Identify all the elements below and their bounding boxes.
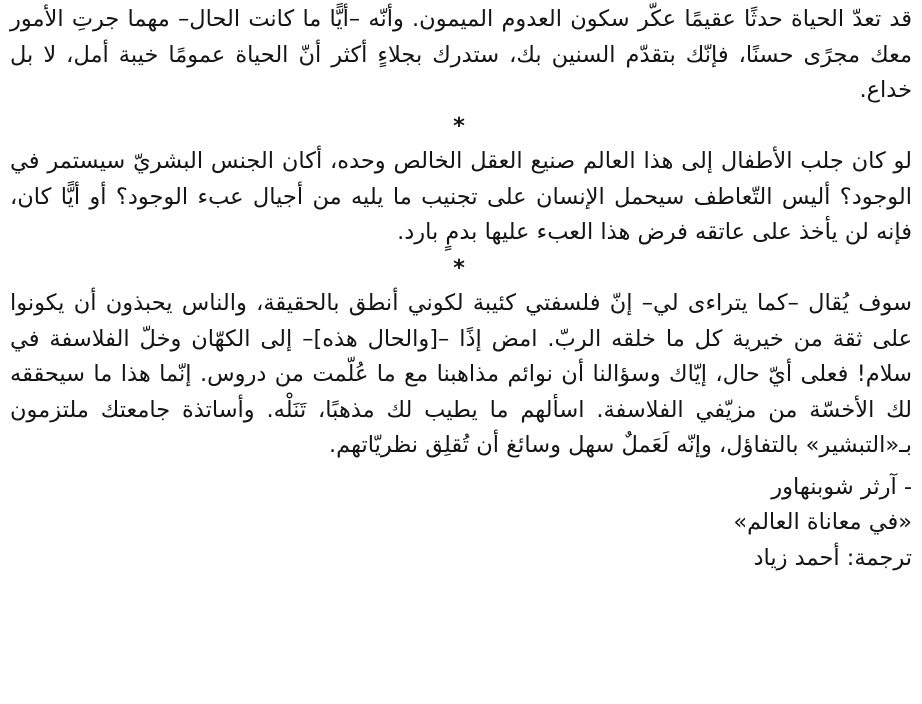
separator-asterisk: * bbox=[453, 254, 465, 281]
signature-author: - آرثر شوبنهاور bbox=[771, 473, 912, 500]
signature-translator: ترجمة: أحمد زياد bbox=[753, 544, 912, 571]
separator-asterisk: * bbox=[453, 112, 465, 139]
document-page bbox=[10, 2, 912, 576]
paragraph-3: سوف يُقال –كما يتراءى لي– إنّ فلسفتي كئيبة لكوني أنطق بالحقيقة، والناس يحبذون أن يكونوا على ثقة من خيرية كل ما خلقه الربّ. امض إذًا –[والحال هذه]– إلى الكهّان وخلّ الفلاسفة في سلام! فعلى أيّ حال، إيّاك وسؤالنا أن نوائم مذاهبنا مع ما عُلّمت من دروس. إنّما هذا ما سيحققه لك الأخسّة من مزيّفي الفلاسفة. اسألهم ما يطيب لك مذهبًا، تَنَلْه. وأساتذة جامعتك ملتزمون بـ«التبشير» بالتفاؤل، وإنّه لَعَملٌ سهل وسائغ أن تُقلِق نظريّاتهم. bbox=[10, 290, 912, 458]
section-separator-1 bbox=[10, 109, 912, 145]
paragraph-1: قد تعدّ الحياة حدثًا عقيمًا عكّر سكون العدوم الميمون. وأنّه –أيًّا ما كانت الحال– مهما جرتِ الأمور معك مجرًى حسنًا، فإنّك بتقدّم السنين بك، ستدرك بجلاءٍ أكثر أنّ الحياة عمومًا خيبة أمل، لا بل خداع. bbox=[10, 6, 912, 103]
signature-book: «في معاناة العالم» bbox=[733, 509, 912, 535]
section-separator-2 bbox=[10, 251, 912, 287]
paragraph-2: لو كان جلب الأطفال إلى هذا العالم صنيع العقل الخالص وحده، أكان الجنس البشريّ سيستمر في الوجود؟ أليس التّعاطف سيحمل الإنسان على تجنيب ما يليه من أجيال عبء الوجود؟ أو أيًّا كان، فإنه لن يأخذ على عاتقه فرض هذا العبء عليها بدمٍ بارد. bbox=[10, 148, 912, 245]
